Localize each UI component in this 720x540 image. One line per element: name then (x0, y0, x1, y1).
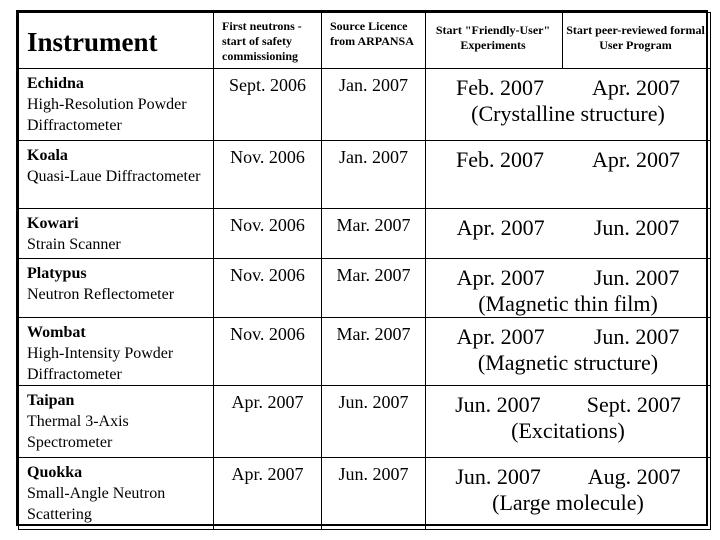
header-friendly-user-label: Start "Friendly-User" Experiments (435, 23, 551, 52)
instrument-info (19, 141, 213, 187)
table-row (19, 386, 711, 458)
first-neutrons-cell (214, 458, 322, 530)
experiment-dates (426, 141, 710, 173)
first-neutrons-date: Nov. 2006 (230, 324, 305, 344)
instrument-description: Thermal 3-Axis Spectrometer (27, 413, 129, 451)
instrument-name: Platypus (27, 265, 87, 282)
experiment-dates (426, 69, 710, 101)
source-licence-date: Mar. 2007 (336, 215, 411, 235)
instrument-cell (19, 69, 214, 141)
header-instrument-label: Instrument (27, 27, 158, 57)
instrument-info (19, 69, 213, 136)
research-focus-note: (Magnetic thin film) (478, 291, 658, 316)
source-licence-date: Mar. 2007 (336, 265, 411, 285)
first-neutrons-date: Apr. 2007 (231, 392, 304, 412)
formal-program-date: Aug. 2007 (587, 464, 681, 489)
instrument-cell (19, 318, 214, 386)
experiment-dates (426, 209, 710, 241)
header-first-neutrons (214, 13, 322, 69)
table-row (19, 69, 711, 141)
friendly-user-date: Jun. 2007 (455, 392, 541, 417)
instrument-description: Strain Scanner (27, 236, 121, 253)
source-licence-date: Mar. 2007 (336, 324, 411, 344)
source-licence-date: Jun. 2007 (338, 392, 409, 412)
first-neutrons-cell (214, 141, 322, 209)
instrument-cell (19, 259, 214, 318)
experiment-dates (426, 318, 710, 350)
formal-program-date: Jun. 2007 (593, 265, 680, 290)
formal-program-date: Jun. 2007 (593, 324, 680, 349)
source-licence-cell (322, 318, 426, 386)
instrument-info (19, 209, 213, 255)
instrument-description: Small-Angle Neutron Scattering (27, 485, 166, 523)
source-licence-cell (322, 209, 426, 259)
schedule-table-frame (16, 10, 708, 526)
friendly-user-date: Apr. 2007 (456, 324, 545, 349)
header-formal-program-label: Start peer-reviewed formal User Program (566, 23, 705, 52)
instrument-description: High-Resolution Powder Diffractometer (27, 96, 187, 134)
research-focus-note: (Excitations) (511, 418, 625, 443)
table-row (19, 259, 711, 318)
table-row (19, 318, 711, 386)
instrument-name: Wombat (27, 324, 86, 341)
source-licence-cell (322, 458, 426, 530)
header-source-licence-label: Source Licence from ARPANSA (330, 19, 414, 48)
research-focus-note: (Crystalline structure) (471, 101, 665, 126)
table-row (19, 458, 711, 530)
instrument-description: Neutron Reflectometer (27, 286, 175, 303)
friendly-user-cell (426, 209, 711, 259)
source-licence-date: Jan. 2007 (339, 147, 408, 167)
instrument-info (19, 386, 213, 453)
source-licence-date: Jan. 2007 (339, 75, 408, 95)
experiment-dates (426, 386, 710, 418)
table-row (19, 141, 711, 209)
header-instrument (19, 13, 214, 69)
experiment-dates (426, 259, 710, 291)
formal-program-date: Apr. 2007 (592, 147, 680, 172)
friendly-user-date: Jun. 2007 (455, 464, 541, 489)
source-licence-cell (322, 69, 426, 141)
friendly-user-date: Apr. 2007 (456, 215, 545, 240)
instrument-description: Quasi-Laue Diffractometer (27, 168, 201, 185)
formal-program-date: Apr. 2007 (592, 75, 680, 100)
first-neutrons-date: Apr. 2007 (231, 464, 304, 484)
source-licence-cell (322, 259, 426, 318)
header-first-neutrons-label: First neutrons - start of safety commissioning (222, 19, 302, 63)
instrument-cell (19, 386, 214, 458)
schedule-table (18, 12, 711, 530)
instrument-name: Echidna (27, 75, 84, 92)
first-neutrons-date: Nov. 2006 (230, 147, 305, 167)
experiment-dates (426, 458, 710, 490)
formal-program-date: Jun. 2007 (593, 215, 680, 240)
instrument-cell (19, 458, 214, 530)
first-neutrons-cell (214, 259, 322, 318)
instrument-name: Taipan (27, 392, 75, 409)
source-licence-cell (322, 141, 426, 209)
formal-program-date: Sept. 2007 (586, 392, 681, 417)
first-neutrons-cell (214, 318, 322, 386)
instrument-name: Kowari (27, 215, 79, 232)
first-neutrons-date: Nov. 2006 (230, 265, 305, 285)
friendly-user-cell (426, 318, 711, 386)
instrument-info (19, 259, 213, 305)
source-licence-date: Jun. 2007 (338, 464, 409, 484)
instrument-description: High-Intensity Powder Diffractometer (27, 345, 174, 383)
first-neutrons-date: Sept. 2006 (228, 75, 306, 95)
first-neutrons-cell (214, 386, 322, 458)
instrument-cell (19, 209, 214, 259)
friendly-user-cell (426, 69, 711, 141)
header-formal-program (563, 13, 711, 69)
research-focus-note: (Large molecule) (492, 490, 644, 515)
friendly-user-date: Feb. 2007 (456, 75, 544, 100)
first-neutrons-cell (214, 209, 322, 259)
header-row (19, 13, 711, 69)
friendly-user-cell (426, 259, 711, 318)
friendly-user-cell (426, 458, 711, 530)
table-row (19, 209, 711, 259)
first-neutrons-date: Nov. 2006 (230, 215, 305, 235)
instrument-cell (19, 141, 214, 209)
header-friendly-user (426, 13, 563, 69)
friendly-user-date: Apr. 2007 (456, 265, 545, 290)
friendly-user-cell (426, 386, 711, 458)
source-licence-cell (322, 386, 426, 458)
instrument-name: Koala (27, 147, 68, 164)
friendly-user-date: Feb. 2007 (456, 147, 544, 172)
instrument-name: Quokka (27, 464, 83, 481)
instrument-info (19, 318, 213, 385)
instrument-info (19, 458, 213, 525)
header-source-licence (322, 13, 426, 69)
friendly-user-cell (426, 141, 711, 209)
research-focus-note: (Magnetic structure) (477, 350, 659, 375)
first-neutrons-cell (214, 69, 322, 141)
